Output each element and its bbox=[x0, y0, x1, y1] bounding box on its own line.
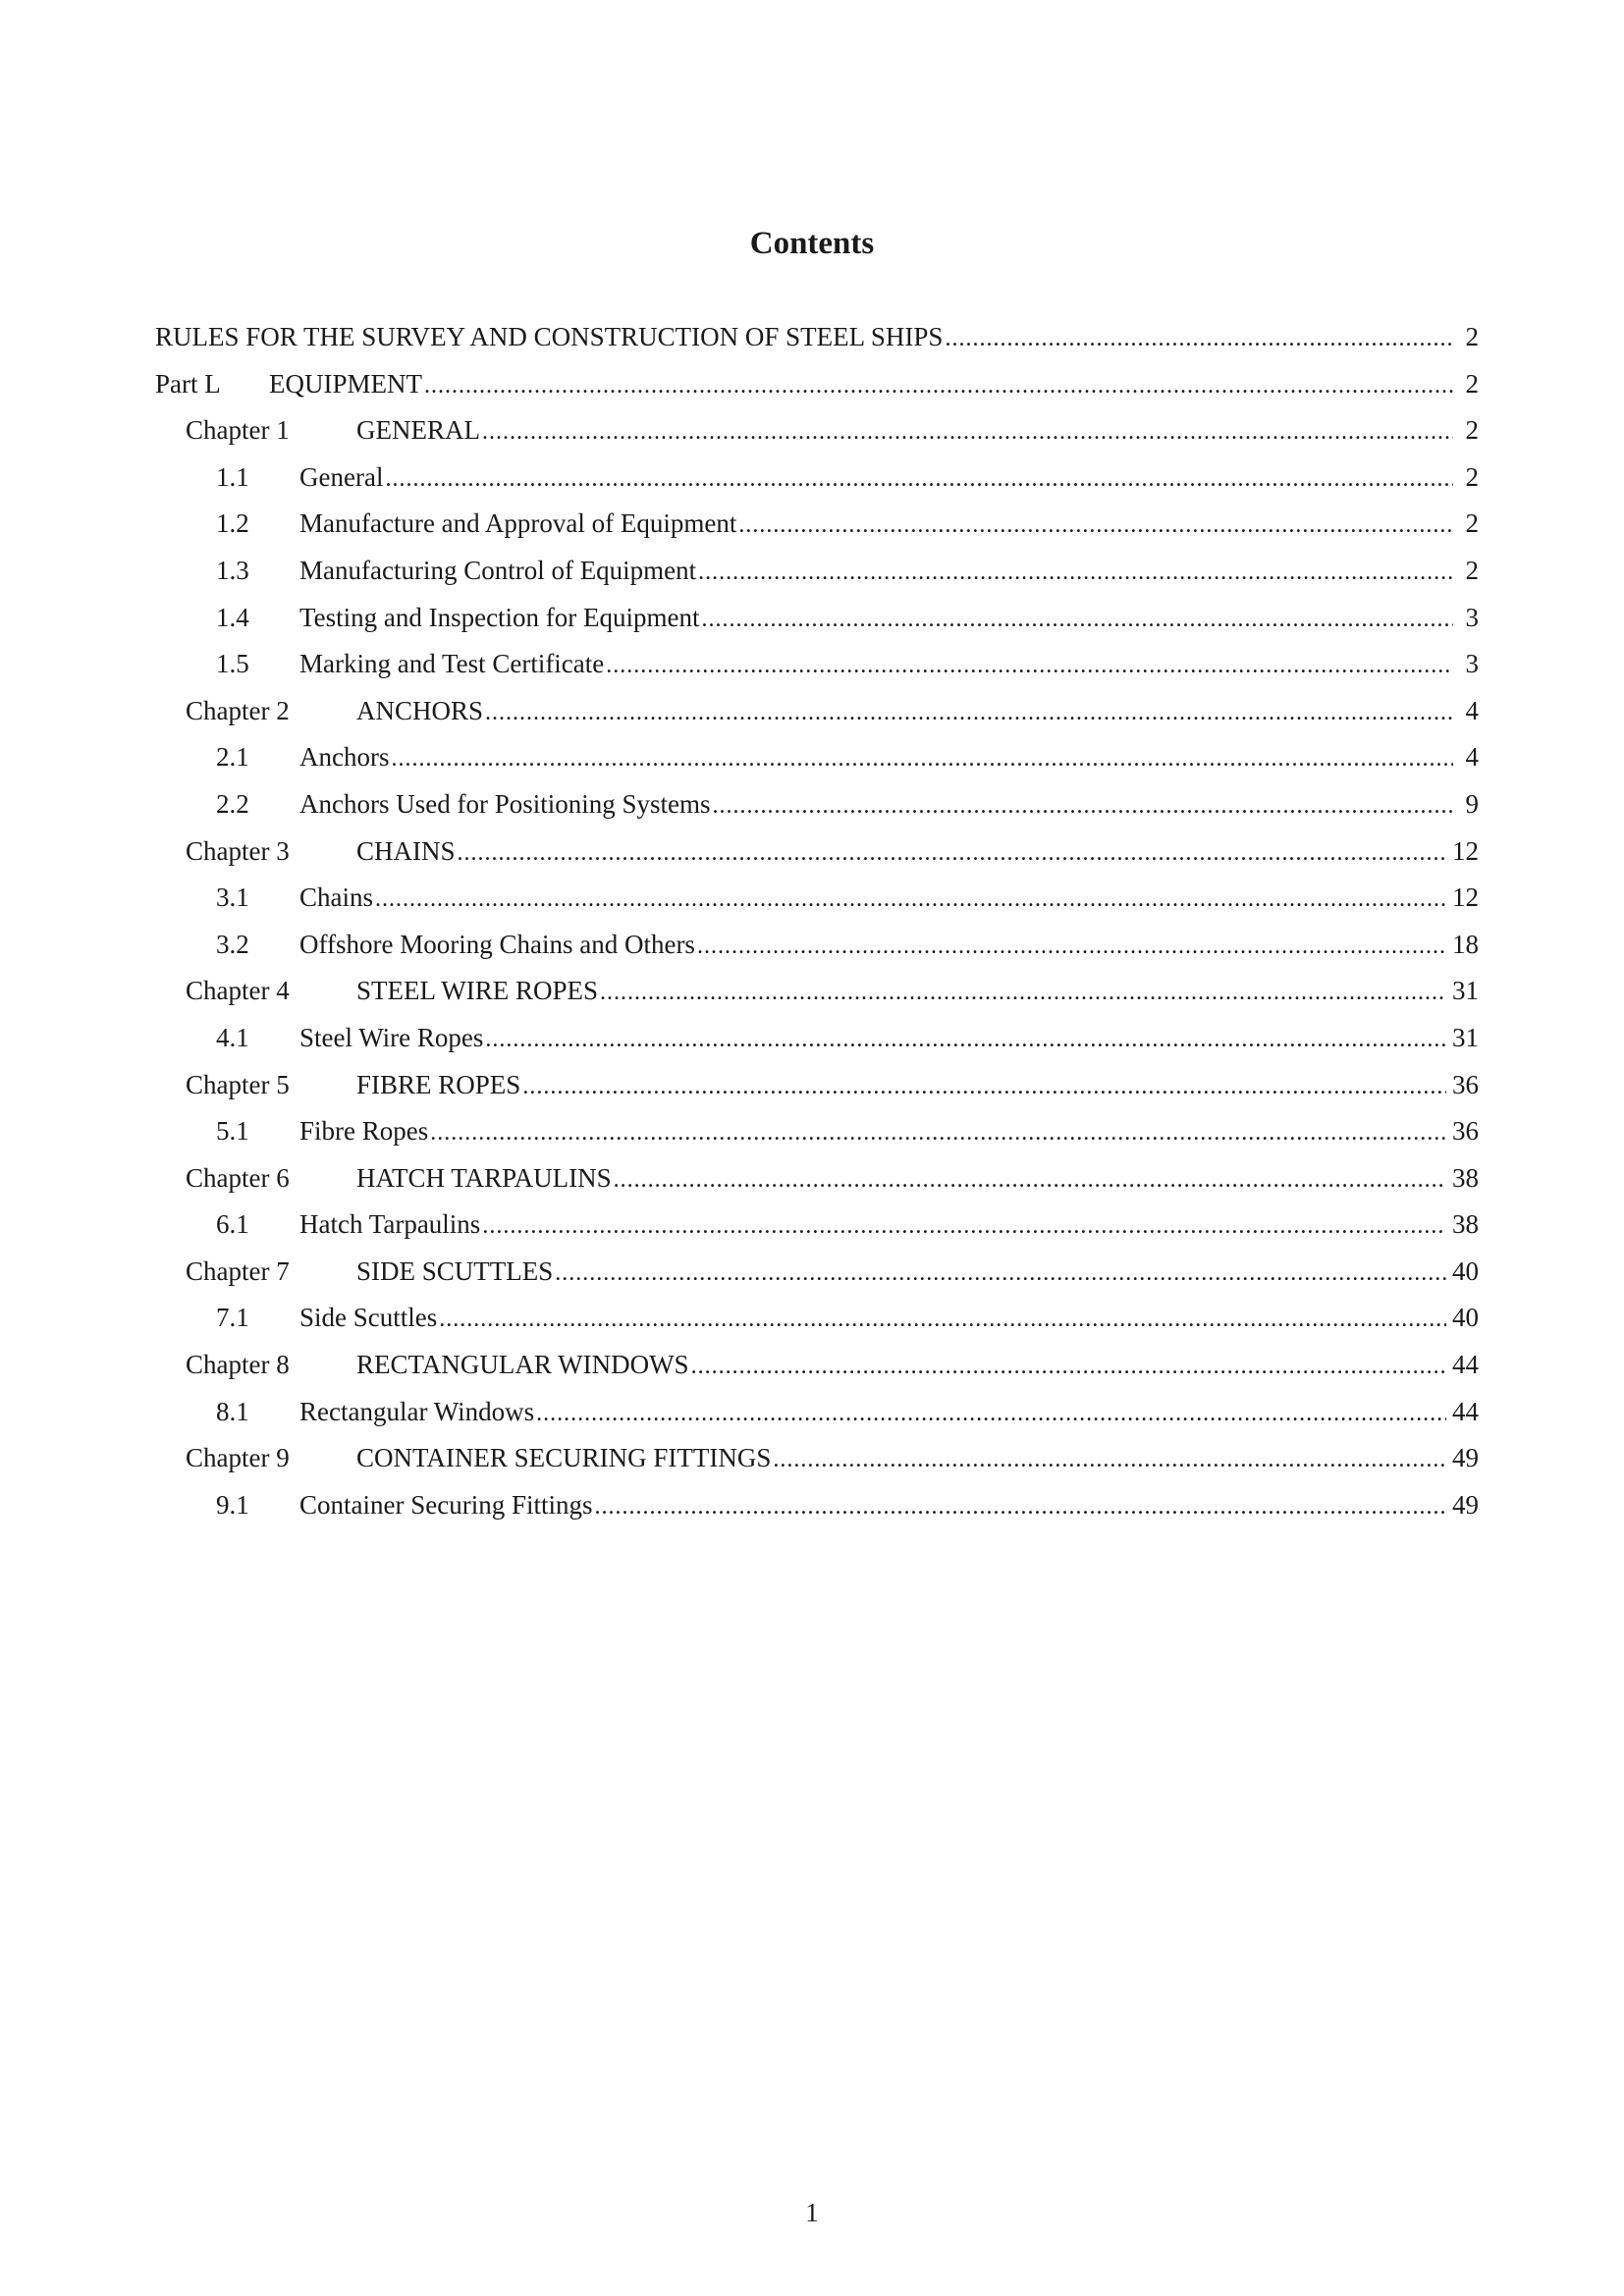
toc-entry-title: Side Scuttles bbox=[299, 1303, 438, 1333]
toc-entry-page: 38 bbox=[1452, 1162, 1479, 1193]
toc-entry-page: 2 bbox=[1465, 322, 1479, 351]
dot-leader bbox=[691, 1342, 1446, 1391]
toc-entry-label: 4.1 bbox=[216, 1022, 249, 1052]
toc-entry-title: RECTANGULAR WINDOWS bbox=[356, 1350, 689, 1380]
toc-entry-chapter[interactable] bbox=[155, 1155, 1479, 1202]
dot-leader bbox=[482, 407, 1453, 456]
dot-leader bbox=[698, 548, 1453, 597]
toc-entry-section[interactable] bbox=[155, 548, 1479, 595]
toc-entry-label: Chapter 2 bbox=[186, 695, 290, 725]
toc-entry-section[interactable] bbox=[155, 1389, 1479, 1436]
toc-entry-label: Chapter 8 bbox=[186, 1350, 290, 1380]
toc-entry-title: Offshore Mooring Chains and Others bbox=[299, 929, 695, 959]
toc-entry-section[interactable] bbox=[155, 1108, 1479, 1155]
toc-entry-page: 4 bbox=[1465, 695, 1479, 725]
toc-entry-title: HATCH TARPAULINS bbox=[356, 1162, 612, 1193]
dot-leader bbox=[594, 1482, 1446, 1531]
toc-entry-section[interactable] bbox=[155, 501, 1479, 548]
toc-entry-chapter[interactable] bbox=[155, 1435, 1479, 1482]
toc-entry-top[interactable] bbox=[155, 314, 1479, 361]
toc-entry-page: 31 bbox=[1452, 1022, 1479, 1052]
toc-entry-section[interactable] bbox=[155, 1295, 1479, 1342]
dot-leader bbox=[945, 314, 1453, 363]
toc-entry-page: 36 bbox=[1452, 1116, 1479, 1147]
toc-entry-chapter[interactable] bbox=[155, 1062, 1479, 1109]
toc-entry-title: CHAINS bbox=[356, 835, 456, 866]
toc-entry-title: GENERAL bbox=[356, 415, 480, 446]
toc-entry-label: 1.3 bbox=[216, 555, 249, 585]
page-number: 1 bbox=[805, 2198, 819, 2227]
toc-entry-chapter[interactable] bbox=[155, 688, 1479, 735]
toc-entry-label: Chapter 6 bbox=[186, 1162, 290, 1193]
toc-entry-title: ANCHORS bbox=[356, 695, 484, 725]
dot-leader bbox=[385, 454, 1453, 504]
toc-entry-title: Container Securing Fittings bbox=[299, 1489, 593, 1520]
toc-entry-chapter[interactable] bbox=[155, 1342, 1479, 1389]
toc-entry-chapter[interactable] bbox=[155, 828, 1479, 876]
dot-leader bbox=[482, 1201, 1446, 1251]
toc-entry-label: Chapter 1 bbox=[186, 415, 290, 446]
toc-entry-label: 9.1 bbox=[216, 1489, 249, 1520]
toc-entry-label: 1.4 bbox=[216, 602, 249, 632]
dot-leader bbox=[555, 1249, 1446, 1298]
dot-leader bbox=[606, 641, 1453, 690]
toc-entry-page: 2 bbox=[1465, 508, 1479, 539]
toc-entry-section[interactable] bbox=[155, 781, 1479, 828]
toc-entry-title: EQUIPMENT bbox=[269, 368, 422, 399]
dot-leader bbox=[430, 1108, 1446, 1157]
toc-entry-top[interactable] bbox=[155, 361, 1479, 408]
dot-leader bbox=[522, 1062, 1446, 1111]
dot-leader bbox=[536, 1389, 1446, 1438]
toc-entry-label: Part L bbox=[155, 368, 221, 399]
dot-leader bbox=[424, 361, 1453, 410]
dot-leader bbox=[702, 595, 1453, 644]
toc-entry-section[interactable] bbox=[155, 922, 1479, 969]
toc-entry-title: STEEL WIRE ROPES bbox=[356, 976, 599, 1006]
toc-entry-label: 1.1 bbox=[216, 461, 249, 492]
toc-entry-title: Anchors Used for Positioning Systems bbox=[299, 788, 711, 819]
dot-leader bbox=[458, 828, 1446, 878]
toc-entry-page: 49 bbox=[1452, 1443, 1479, 1473]
toc-entry-page: 18 bbox=[1452, 929, 1479, 959]
toc-entry-label: 8.1 bbox=[216, 1396, 249, 1426]
dot-leader bbox=[697, 922, 1446, 971]
toc-entry-title: Marking and Test Certificate bbox=[299, 649, 605, 679]
toc-entry-label: 3.2 bbox=[216, 929, 249, 959]
dot-leader bbox=[485, 1015, 1446, 1064]
toc-entry-title: FIBRE ROPES bbox=[356, 1069, 521, 1099]
toc-entry-label: 6.1 bbox=[216, 1209, 249, 1240]
toc-entry-title: General bbox=[299, 461, 384, 492]
toc-entry-section[interactable] bbox=[155, 1482, 1479, 1529]
toc-entry-section[interactable] bbox=[155, 734, 1479, 781]
toc-entry-title: Chains bbox=[299, 882, 374, 913]
toc-entry-title: Fibre Ropes bbox=[299, 1116, 429, 1147]
toc-entry-label: Chapter 5 bbox=[186, 1069, 290, 1099]
toc-entry-label: Chapter 4 bbox=[186, 976, 290, 1006]
toc-entry-page: 38 bbox=[1452, 1209, 1479, 1240]
table-of-contents bbox=[155, 314, 1479, 1528]
toc-entry-label: 5.1 bbox=[216, 1116, 249, 1147]
toc-entry-page: 36 bbox=[1452, 1069, 1479, 1099]
toc-entry-page: 31 bbox=[1452, 976, 1479, 1006]
toc-entry-title: Manufacture and Approval of Equipment bbox=[299, 508, 737, 539]
toc-entry-label: 7.1 bbox=[216, 1303, 249, 1333]
toc-entry-chapter[interactable] bbox=[155, 407, 1479, 454]
toc-entry-page: 44 bbox=[1452, 1396, 1479, 1426]
toc-entry-title: CONTAINER SECURING FITTINGS bbox=[356, 1443, 772, 1473]
dot-leader bbox=[439, 1295, 1446, 1344]
toc-entry-label: 1.5 bbox=[216, 649, 249, 679]
dot-leader bbox=[773, 1435, 1446, 1484]
toc-entry-chapter[interactable] bbox=[155, 1249, 1479, 1296]
toc-entry-page: 9 bbox=[1465, 788, 1479, 819]
toc-entry-title: Testing and Inspection for Equipment bbox=[299, 602, 700, 632]
toc-entry-section[interactable] bbox=[155, 1015, 1479, 1062]
toc-entry-title: Rectangular Windows bbox=[299, 1396, 535, 1426]
toc-entry-page: 44 bbox=[1452, 1350, 1479, 1380]
toc-entry-page: 3 bbox=[1465, 649, 1479, 679]
toc-entry-title: SIDE SCUTTLES bbox=[356, 1255, 554, 1286]
toc-entry-page: 40 bbox=[1452, 1255, 1479, 1286]
toc-entry-section[interactable] bbox=[155, 1201, 1479, 1249]
dot-leader bbox=[485, 688, 1453, 737]
dot-leader bbox=[391, 734, 1453, 783]
toc-entry-page: 2 bbox=[1465, 368, 1479, 399]
toc-entry-page: 49 bbox=[1452, 1489, 1479, 1520]
toc-entry-page: 2 bbox=[1465, 461, 1479, 492]
toc-entry-label: 2.2 bbox=[216, 788, 249, 819]
toc-entry-label: Chapter 9 bbox=[186, 1443, 290, 1473]
page-title: Contents bbox=[749, 226, 875, 262]
toc-entry-title: RULES FOR THE SURVEY AND CONSTRUCTION OF STEEL SHIPS bbox=[155, 322, 944, 351]
dot-leader bbox=[375, 875, 1446, 924]
toc-entry-chapter[interactable] bbox=[155, 968, 1479, 1015]
toc-entry-label: 3.1 bbox=[216, 882, 249, 913]
dot-leader bbox=[614, 1155, 1446, 1204]
toc-entry-page: 12 bbox=[1452, 835, 1479, 866]
dot-leader bbox=[738, 501, 1453, 550]
toc-entry-section[interactable] bbox=[155, 641, 1479, 688]
toc-entry-page: 40 bbox=[1452, 1303, 1479, 1333]
dot-leader bbox=[600, 968, 1446, 1017]
toc-entry-page: 12 bbox=[1452, 882, 1479, 913]
toc-entry-title: Steel Wire Ropes bbox=[299, 1022, 484, 1052]
toc-entry-section[interactable] bbox=[155, 595, 1479, 642]
toc-entry-page: 2 bbox=[1465, 415, 1479, 446]
toc-entry-page: 4 bbox=[1465, 742, 1479, 773]
toc-entry-title: Hatch Tarpaulins bbox=[299, 1209, 481, 1240]
toc-entry-label: Chapter 3 bbox=[186, 835, 290, 866]
toc-entry-title: Anchors bbox=[299, 742, 390, 773]
toc-entry-section[interactable] bbox=[155, 875, 1479, 922]
dot-leader bbox=[713, 781, 1454, 830]
toc-entry-page: 3 bbox=[1465, 602, 1479, 632]
toc-entry-label: 1.2 bbox=[216, 508, 249, 539]
toc-entry-page: 2 bbox=[1465, 555, 1479, 585]
toc-entry-label: Chapter 7 bbox=[186, 1255, 290, 1286]
toc-entry-section[interactable] bbox=[155, 454, 1479, 502]
toc-entry-title: Manufacturing Control of Equipment bbox=[299, 555, 697, 585]
toc-entry-label: 2.1 bbox=[216, 742, 249, 773]
